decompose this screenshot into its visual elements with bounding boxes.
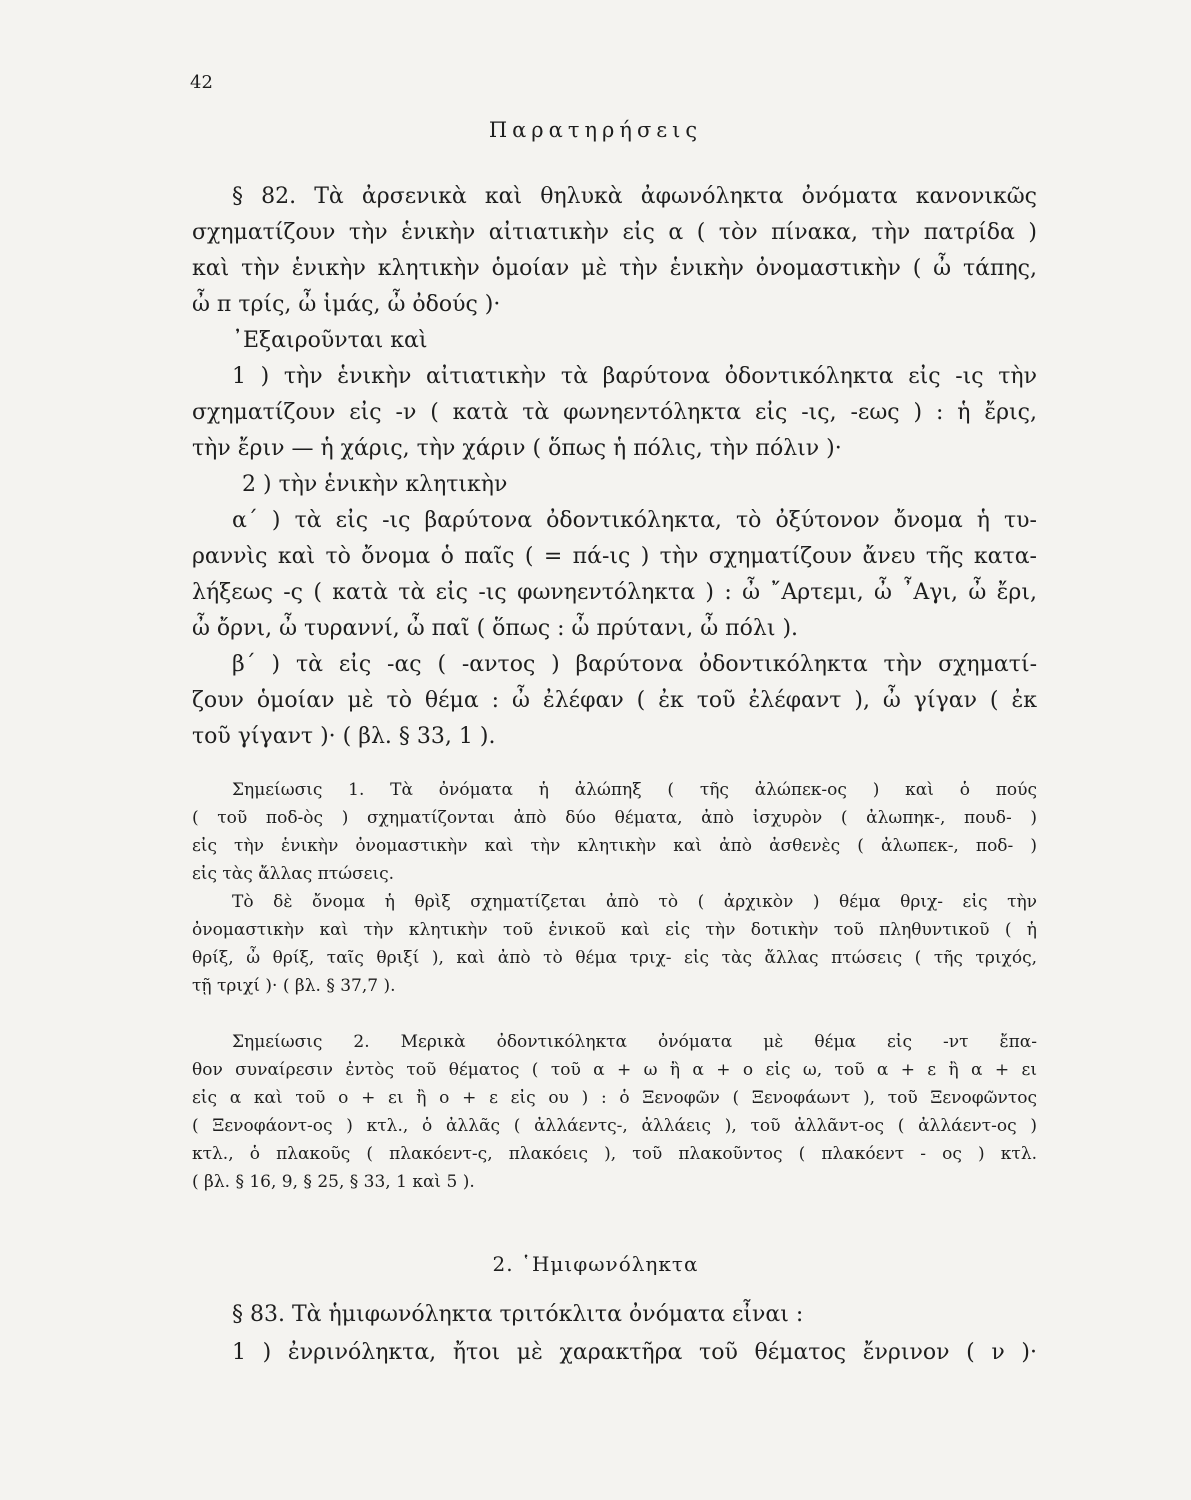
- section-heading-semivowel: 2. ῾Ημιφωνόληκτα: [492, 1252, 699, 1276]
- para82-line-16: τοῦ γίγαντ )· ( βλ. § 33, 1 ).: [192, 724, 496, 749]
- para82-line-7: σχηματίζουν εἰς -ν ( κατὰ τὰ φωνηεντόληκτα εἰς -ις, -εως ) : ἡ ἔρις,: [192, 400, 1037, 425]
- para82-line-1: § 82. Τὰ ἀρσενικὰ καὶ θηλυκὰ ἀφωνόληκτα ὀνόματα κανονικῶς: [232, 184, 1037, 209]
- note2-line-6: ( βλ. § 16, 9, § 25, § 33, 1 καὶ 5 ).: [192, 1172, 475, 1192]
- para82-line-11: ραννὶς καὶ τὸ ὄνομα ὁ παῖς ( = πά-ις ) τὴν σχηματίζουν ἄνευ τῆς κατα-: [192, 544, 1037, 569]
- para82-line-3: καὶ τὴν ἑνικὴν κλητικὴν ὁμοίαν μὲ τὴν ἑνικὴν ὀνομαστικὴν ( ὦ τάπης,: [192, 256, 1037, 281]
- para82-line-4: ὦ π τρίς, ὦ ἱμάς, ὦ ὀδούς )·: [192, 292, 501, 317]
- note1-line-1: Σημείωσις 1. Τὰ ὀνόματα ἡ ἀλώπηξ ( τῆς ἀλώπεκ-ος ) καὶ ὁ πούς: [232, 780, 1037, 800]
- para82-line-13: ὦ ὄρνι, ὦ τυραννί, ὦ παῖ ( ὅπως : ὦ πρύτανι, ὦ πόλι ).: [192, 616, 799, 641]
- para82-line-5: ᾿Εξαιροῦνται καὶ: [232, 328, 428, 353]
- note1-line-4: εἰς τὰς ἄλλας πτώσεις.: [192, 864, 395, 884]
- note2-line-2: θον συναίρεσιν ἐντὸς τοῦ θέματος ( τοῦ α + ω ἢ α + ο εἰς ω, τοῦ α + ε ἢ α + ει: [192, 1060, 1037, 1080]
- note1-line-3: εἰς τὴν ἑνικὴν ὀνομαστικὴν καὶ τὴν κλητικὴν καὶ ἀπὸ ἀσθενὲς ( ἀλωπεκ-, ποδ- ): [192, 836, 1037, 856]
- note1-line-7: θρίξ, ὦ θρίξ, ταῖς θριξί ), καὶ ἀπὸ τὸ θέμα τριχ- εἰς τὰς ἄλλας πτώσεις ( τῆς τριχός,: [192, 948, 1037, 968]
- note1-line-5: Τὸ δὲ ὄνομα ἡ θρὶξ σχηματίζεται ἀπὸ τὸ ( ἀρχικὸν ) θέμα θριχ- εἰς τὴν: [232, 892, 1037, 912]
- note2-line-5: κτλ., ὁ πλακοῦς ( πλακόεντ-ς, πλακόεις ), τοῦ πλακοῦντος ( πλακόεντ - ος ) κτλ.: [192, 1144, 1037, 1164]
- para82-line-14: β΄ ) τὰ εἰς -ας ( -αντος ) βαρύτονα ὀδοντικόληκτα τὴν σχηματί-: [232, 652, 1037, 677]
- note2-line-4: ( Ξενοφάοντ-ος ) κτλ., ὁ ἀλλᾶς ( ἀλλάεντς-, ἀλλάεις ), τοῦ ἀλλᾶντ-ος ( ἀλλάεντ-ος ): [192, 1116, 1037, 1136]
- para83-line-1: § 83. Τὰ ἡμιφωνόληκτα τριτόκλιτα ὀνόματα εἶναι :: [232, 1302, 804, 1327]
- section-heading-observations: Παρατηρήσεις: [488, 118, 703, 142]
- note1-line-2: ( τοῦ ποδ-ὸς ) σχηματίζονται ἀπὸ δύο θέματα, ἀπὸ ἰσχυρὸν ( ἀλωπηκ-, πουδ- ): [192, 808, 1037, 828]
- para82-line-10: α΄ ) τὰ εἰς -ις βαρύτονα ὀδοντικόληκτα, τὸ ὀξύτονον ὄνομα ἡ τυ-: [232, 508, 1037, 533]
- para83-line-2: 1 ) ἐνρινόληκτα, ἤτοι μὲ χαρακτῆρα τοῦ θέματος ἔνρινον ( ν )·: [232, 1340, 1037, 1365]
- note1-line-6: ὀνομαστικὴν καὶ τὴν κλητικὴν τοῦ ἑνικοῦ καὶ εἰς τὴν δοτικὴν τοῦ πληθυντικοῦ ( ἡ: [192, 920, 1037, 940]
- note1-line-8: τῇ τριχί )· ( βλ. § 37,7 ).: [192, 976, 396, 996]
- para82-line-6: 1 ) τὴν ἑνικὴν αἰτιατικὴν τὰ βαρύτονα ὀδοντικόληκτα εἰς -ις τὴν: [232, 364, 1037, 389]
- para82-line-12: λήξεως -ς ( κατὰ τὰ εἰς -ις φωνηεντόληκτα ) : ὦ ῎Αρτεμι, ὦ ῏Αγι, ὦ ἔρι,: [192, 580, 1037, 605]
- page-number: 42: [190, 72, 213, 93]
- note2-line-3: εἰς α καὶ τοῦ ο + ει ἢ ο + ε εἰς ου ) : ὁ Ξενοφῶν ( Ξενοφάωντ ), τοῦ Ξενοφῶντος: [192, 1088, 1037, 1108]
- para82-line-15: ζουν ὁμοίαν μὲ τὸ θέμα : ὦ ἐλέφαν ( ἐκ τοῦ ἐλέφαντ ), ὦ γίγαν ( ἐκ: [192, 688, 1037, 713]
- para82-line-2: σχηματίζουν τὴν ἑνικὴν αἰτιατικὴν εἰς α ( τὸν πίνακα, τὴν πατρίδα ): [192, 220, 1037, 245]
- para82-line-9: 2 ) τὴν ἑνικὴν κλητικὴν: [242, 472, 508, 497]
- note2-line-1: Σημείωσις 2. Μερικὰ ὀδοντικόληκτα ὀνόματα μὲ θέμα εἰς -ντ ἔπα-: [232, 1032, 1037, 1052]
- para82-line-8: τὴν ἔριν — ἡ χάρις, τὴν χάριν ( ὅπως ἡ πόλις, τὴν πόλιν )·: [192, 436, 842, 461]
